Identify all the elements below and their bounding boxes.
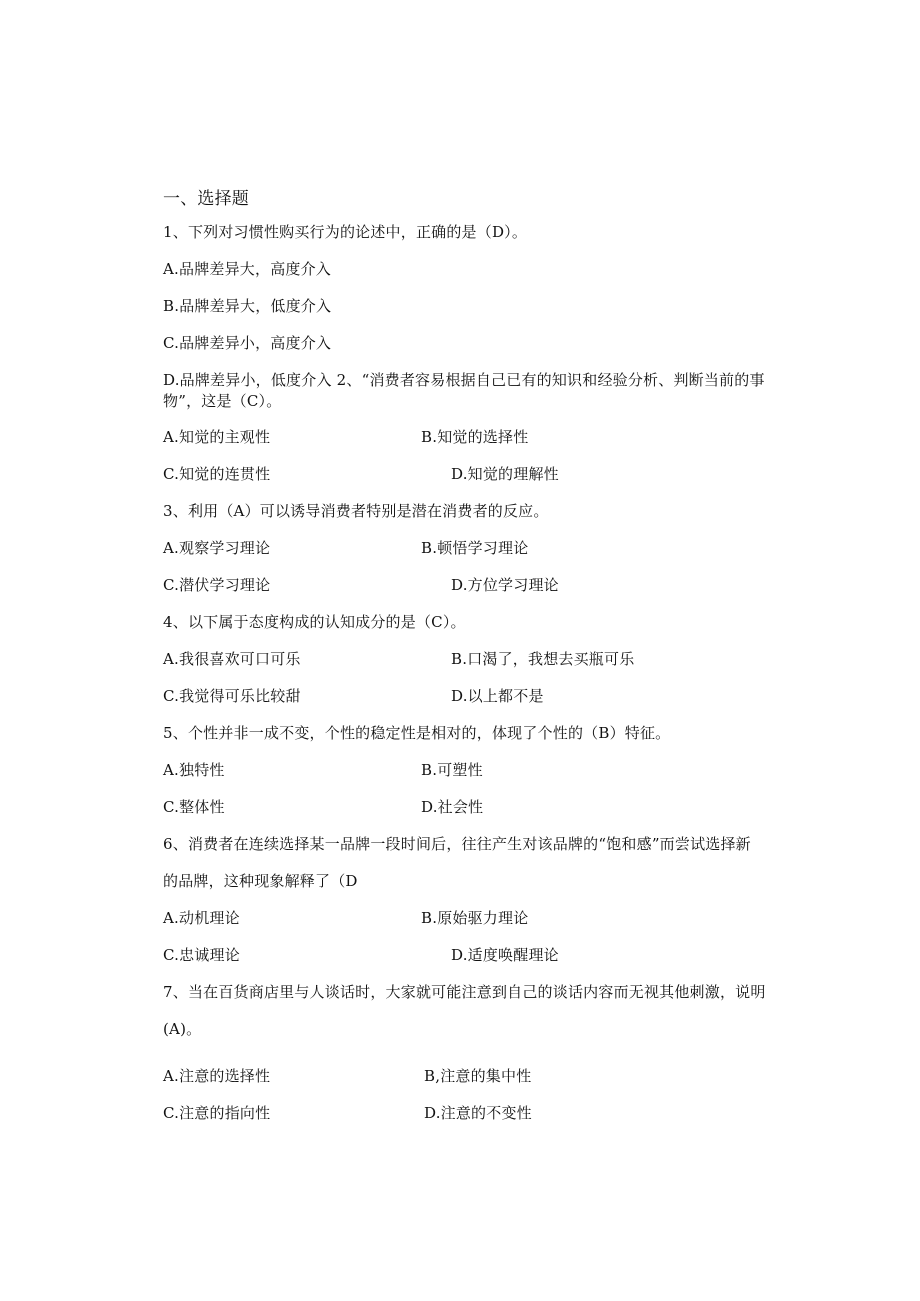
- question-7-option-a: A.注意的选择性: [163, 1067, 271, 1085]
- question-6-option-c: C.忠诚理论: [163, 946, 240, 964]
- question-2-stem-line1: D.品牌差异小，低度介入 2、“消费者容易根据自己已有的知识和经验分析、判断当前的事: [163, 371, 765, 389]
- question-3-stem: 3、利用（A）可以诱导消费者特别是潜在消费者的反应。: [163, 502, 549, 520]
- section-title: 一、选择题: [163, 189, 249, 209]
- question-7-option-c: C.注意的指向性: [163, 1104, 271, 1122]
- question-1-stem: 1、下列对习惯性购买行为的论述中，正确的是（D）。: [163, 223, 528, 241]
- question-1-option-b: B.品牌差异大，低度介入: [163, 297, 332, 315]
- question-2-option-c: C.知觉的连贯性: [163, 465, 271, 483]
- question-5-stem: 5、个性并非一成不变，个性的稳定性是相对的，体现了个性的（B）特征。: [163, 724, 671, 742]
- question-4-option-d: D.以上都不是: [451, 687, 544, 705]
- question-6-stem-line1: 6、消费者在连续选择某一品牌一段时间后，往往产生对该品牌的“饱和感”而尝试选择新: [163, 835, 751, 853]
- question-7-stem-line2: (A)。: [163, 1020, 202, 1038]
- question-3-option-b: B.顿悟学习理论: [421, 539, 529, 557]
- question-7-option-b: B,注意的集中性: [424, 1067, 532, 1085]
- question-5-option-c: C.整体性: [163, 798, 225, 816]
- question-5-option-b: B.可塑性: [421, 761, 483, 779]
- question-3-option-a: A.观察学习理论: [163, 539, 271, 557]
- question-4-stem: 4、以下属于态度构成的认知成分的是（C）。: [163, 613, 466, 631]
- question-6-option-d: D.适度唤醒理论: [451, 946, 559, 964]
- question-2-stem-line2: 物”，这是（C）。: [163, 392, 282, 410]
- question-2-option-b: B.知觉的选择性: [421, 428, 529, 446]
- question-5-option-a: A.独特性: [163, 761, 225, 779]
- question-7-stem-line1: 7、当在百货商店里与人谈话时，大家就可能注意到自己的谈话内容而无视其他刺激，说明: [163, 983, 766, 1001]
- question-2-option-a: A.知觉的主观性: [163, 428, 271, 446]
- question-5-option-d: D.社会性: [421, 798, 484, 816]
- question-6-option-a: A.动机理论: [163, 909, 240, 927]
- question-4-option-a: A.我很喜欢可口可乐: [163, 650, 301, 668]
- question-4-option-c: C.我觉得可乐比较甜: [163, 687, 301, 705]
- question-6-option-b: B.原始驱力理论: [421, 909, 529, 927]
- question-4-option-b: B.口渴了，我想去买瓶可乐: [451, 650, 635, 668]
- question-6-stem-line2: 的品牌，这种现象解释了（D: [163, 872, 358, 890]
- question-1-option-a: A.品牌差异大，高度介入: [163, 260, 332, 278]
- question-2-option-d: D.知觉的理解性: [451, 465, 559, 483]
- question-3-option-d: D.方位学习理论: [451, 576, 559, 594]
- question-1-option-c: C.品牌差异小，高度介入: [163, 334, 332, 352]
- question-7-option-d: D.注意的不变性: [424, 1104, 532, 1122]
- question-3-option-c: C.潜伏学习理论: [163, 576, 271, 594]
